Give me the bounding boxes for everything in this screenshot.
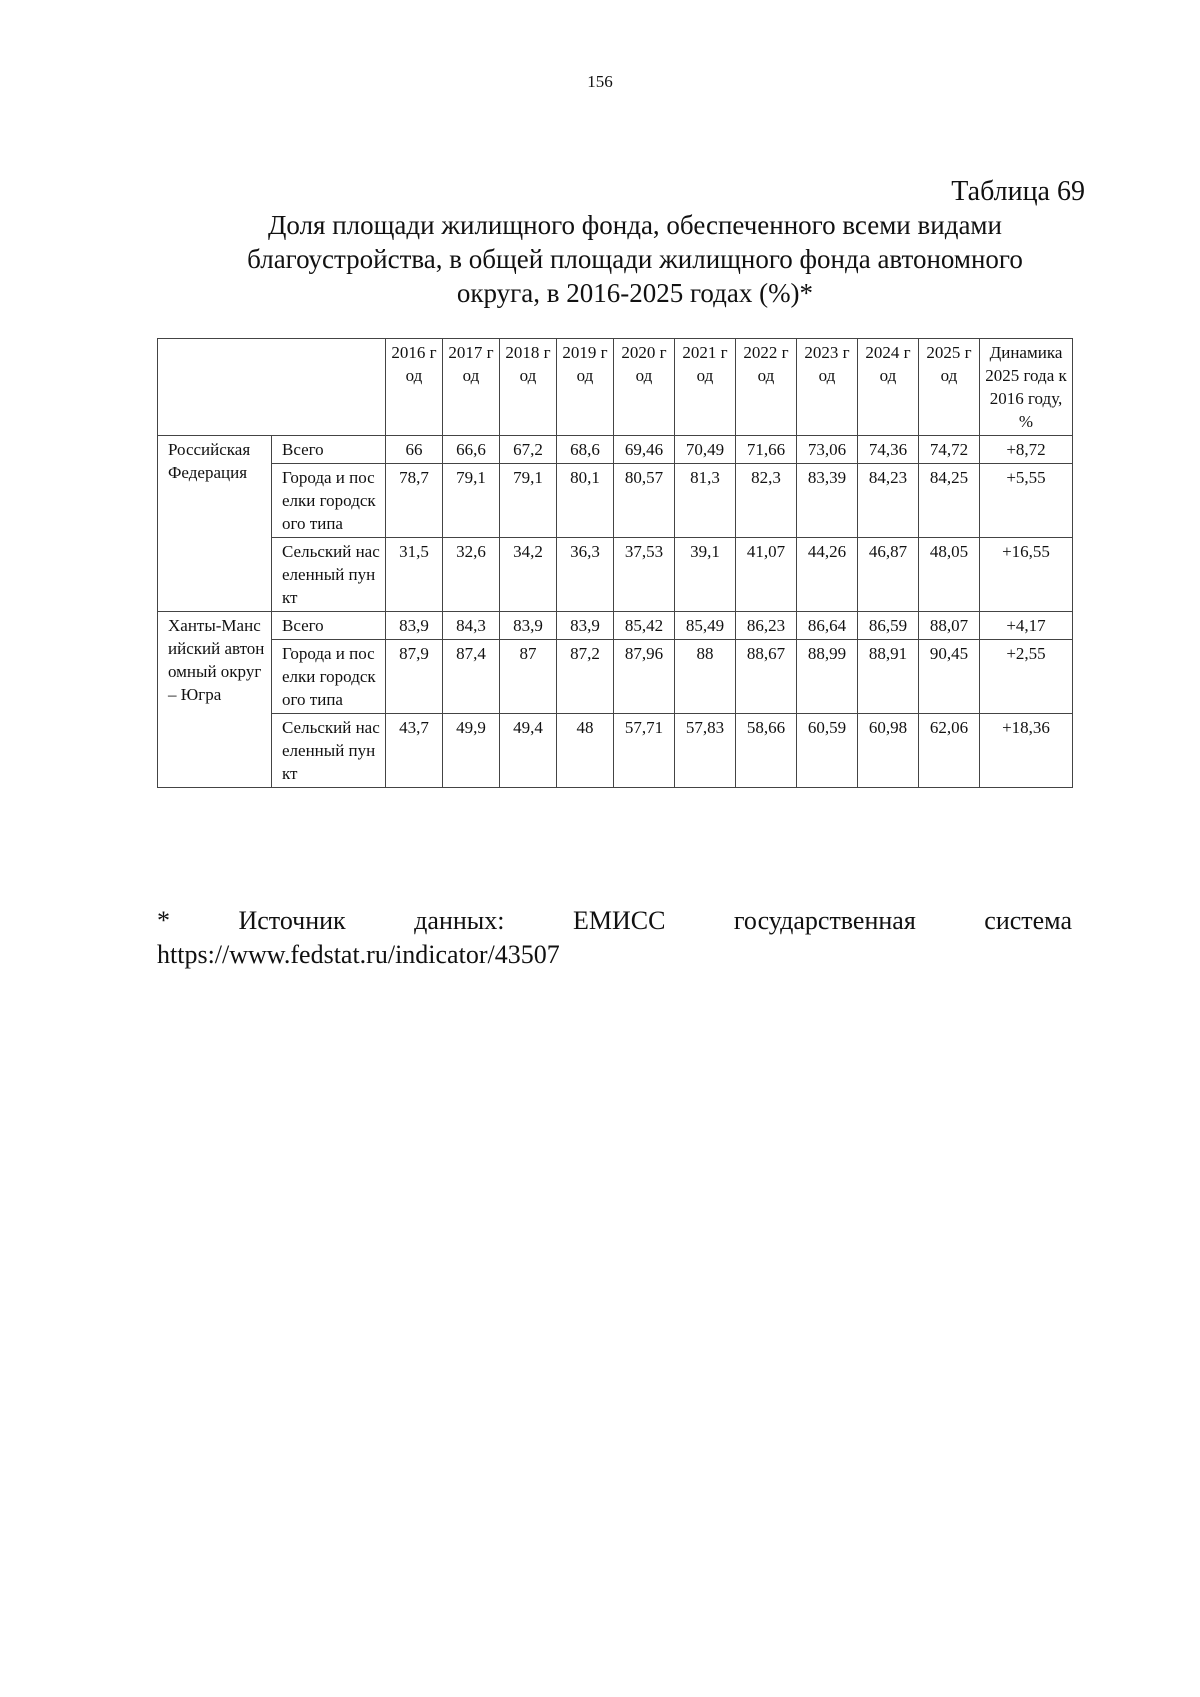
value-cell: 87,9	[386, 640, 443, 714]
header-cell-2016: 2016 год	[386, 339, 443, 436]
table-title	[205, 208, 1065, 310]
value-cell: 80,57	[614, 464, 675, 538]
value-cell: 73,06	[797, 436, 858, 464]
footnote-word: система	[984, 906, 1072, 935]
value-cell: 83,9	[500, 612, 557, 640]
value-cell: 88,67	[736, 640, 797, 714]
value-cell: 79,1	[500, 464, 557, 538]
value-cell: 48	[557, 714, 614, 788]
header-cell-2019: 2019 год	[557, 339, 614, 436]
value-cell: 49,4	[500, 714, 557, 788]
value-cell: 41,07	[736, 538, 797, 612]
value-cell: 84,25	[919, 464, 980, 538]
header-cell-2018: 2018 год	[500, 339, 557, 436]
value-cell: 46,87	[858, 538, 919, 612]
category-cell: Сельский населенный пункт	[272, 714, 386, 788]
value-cell: 57,71	[614, 714, 675, 788]
value-cell: 79,1	[443, 464, 500, 538]
category-cell: Сельский населенный пункт	[272, 538, 386, 612]
value-cell: 31,5	[386, 538, 443, 612]
value-cell: 87	[500, 640, 557, 714]
value-cell: 88,91	[858, 640, 919, 714]
value-cell: 85,49	[675, 612, 736, 640]
value-cell: 83,39	[797, 464, 858, 538]
title-line: округа, в 2016-2025 годах (%)*	[456, 278, 814, 308]
value-cell: 57,83	[675, 714, 736, 788]
value-cell: 83,9	[557, 612, 614, 640]
value-cell: 84,3	[443, 612, 500, 640]
title-line: благоустройства, в общей площади жилищного фонда автономного	[247, 244, 1023, 274]
value-cell: 81,3	[675, 464, 736, 538]
value-cell: 88,07	[919, 612, 980, 640]
footnote-url: https://www.fedstat.ru/indicator/43507	[157, 940, 560, 969]
value-cell: 39,1	[675, 538, 736, 612]
value-cell: 71,66	[736, 436, 797, 464]
value-cell: 49,9	[443, 714, 500, 788]
table-row	[158, 538, 1073, 612]
value-cell: 86,23	[736, 612, 797, 640]
value-cell: 69,46	[614, 436, 675, 464]
value-cell: 62,06	[919, 714, 980, 788]
header-cell-2017: 2017 год	[443, 339, 500, 436]
value-cell: 88	[675, 640, 736, 714]
value-cell: 36,3	[557, 538, 614, 612]
category-cell: Всего	[272, 612, 386, 640]
value-cell: 43,7	[386, 714, 443, 788]
value-cell: 74,36	[858, 436, 919, 464]
value-cell: 74,72	[919, 436, 980, 464]
value-cell: 85,42	[614, 612, 675, 640]
header-cell-2023: 2023 год	[797, 339, 858, 436]
value-cell: 80,1	[557, 464, 614, 538]
value-cell: 32,6	[443, 538, 500, 612]
category-cell: Города и поселки городского типа	[272, 640, 386, 714]
dynamics-cell: +5,55	[980, 464, 1073, 538]
header-cell-dynamics: Динамика 2025 года к 2016 году, %	[980, 339, 1073, 436]
header-row	[158, 339, 1073, 436]
header-cell-2022: 2022 год	[736, 339, 797, 436]
footnote-word: данных:	[414, 906, 505, 935]
footnote-word: ЕМИСС	[572, 906, 666, 935]
data-table	[157, 338, 1073, 788]
dynamics-cell: +16,55	[980, 538, 1073, 612]
footnote-asterisk: *	[157, 906, 170, 935]
footnote-word: Источник	[238, 906, 346, 935]
value-cell: 58,66	[736, 714, 797, 788]
table-row	[158, 464, 1073, 538]
value-cell: 60,59	[797, 714, 858, 788]
dynamics-cell: +8,72	[980, 436, 1073, 464]
header-cell-2025: 2025 год	[919, 339, 980, 436]
footnote-source-line	[157, 904, 1072, 938]
value-cell: 66,6	[443, 436, 500, 464]
value-cell: 60,98	[858, 714, 919, 788]
footnote	[157, 904, 1072, 972]
value-cell: 86,59	[858, 612, 919, 640]
dynamics-cell: +4,17	[980, 612, 1073, 640]
value-cell: 66	[386, 436, 443, 464]
title-line: Доля площади жилищного фонда, обеспеченного всеми видами	[268, 210, 1002, 240]
value-cell: 82,3	[736, 464, 797, 538]
table-row	[158, 612, 1073, 640]
value-cell: 48,05	[919, 538, 980, 612]
value-cell: 78,7	[386, 464, 443, 538]
value-cell: 90,45	[919, 640, 980, 714]
table-row	[158, 714, 1073, 788]
header-cell-2020: 2020 год	[614, 339, 675, 436]
header-cell-2024: 2024 год	[858, 339, 919, 436]
table-row	[158, 436, 1073, 464]
table-row	[158, 640, 1073, 714]
value-cell: 34,2	[500, 538, 557, 612]
value-cell: 37,53	[614, 538, 675, 612]
value-cell: 83,9	[386, 612, 443, 640]
value-cell: 44,26	[797, 538, 858, 612]
value-cell: 67,2	[500, 436, 557, 464]
header-cell-2021: 2021 год	[675, 339, 736, 436]
table-label: Таблица 69	[951, 176, 1085, 207]
region-cell: Ханты-Мансийский автономный округ – Югра	[158, 612, 272, 788]
value-cell: 87,96	[614, 640, 675, 714]
region-cell: Российская Федерация	[158, 436, 272, 612]
category-cell: Всего	[272, 436, 386, 464]
dynamics-cell: +2,55	[980, 640, 1073, 714]
value-cell: 87,2	[557, 640, 614, 714]
value-cell: 68,6	[557, 436, 614, 464]
dynamics-cell: +18,36	[980, 714, 1073, 788]
value-cell: 84,23	[858, 464, 919, 538]
value-cell: 88,99	[797, 640, 858, 714]
value-cell: 70,49	[675, 436, 736, 464]
header-corner-cell	[158, 339, 386, 436]
value-cell: 87,4	[443, 640, 500, 714]
category-cell: Города и поселки городского типа	[272, 464, 386, 538]
footnote-word: государственная	[733, 906, 916, 935]
page-number: 156	[587, 72, 613, 91]
value-cell: 86,64	[797, 612, 858, 640]
